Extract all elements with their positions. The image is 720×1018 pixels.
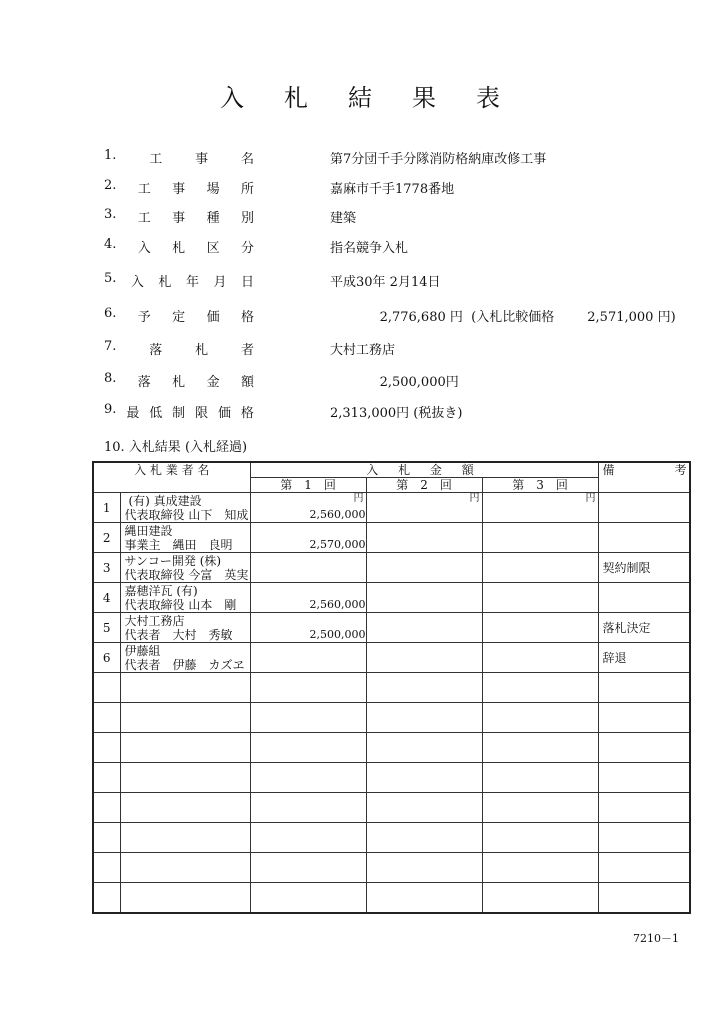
empty-cell [250,793,366,823]
header-round-2: 第 2 回 [366,478,482,493]
info-label-char: 落 [137,375,151,390]
empty-cell [366,703,482,733]
page-title: 入札結果表 [220,84,540,112]
bidder-name [120,613,250,643]
info-label [104,207,254,226]
amount-round-1 [250,493,366,523]
row-number: 3 [93,553,120,583]
empty-cell [482,853,598,883]
empty-cell [250,823,366,853]
amount-round-3 [482,643,598,673]
info-label-char: 9. [104,402,117,417]
info-label-char: 入 [130,275,144,290]
info-label-char: 名 [240,152,254,167]
empty-cell [482,703,598,733]
empty-cell [598,793,690,823]
empty-cell [120,703,250,733]
table-row [93,523,690,553]
bidder-name [120,583,250,613]
note: 契約制限 [598,553,690,583]
amount-value: 2,560,000 [309,598,366,611]
info-label-char: 5. [104,271,117,286]
empty-cell [598,673,690,703]
section-10-heading: 10. 入札結果 (入札経過) [104,440,248,455]
info-label [104,237,254,256]
row-number: 1 [93,493,120,523]
amount-round-2 [366,583,482,613]
amount-value: 2,500,000 [309,628,366,641]
row-number: 6 [93,643,120,673]
amount-round-2 [366,523,482,553]
info-label-char: 工 [137,211,151,226]
empty-cell [250,673,366,703]
empty-cell [366,673,482,703]
page-number: 7210－1 [633,932,679,945]
info-label-char: 工 [149,152,163,167]
info-label [104,178,254,197]
info-label-char: 事 [195,152,209,167]
info-label [104,148,254,167]
empty-cell [482,673,598,703]
table-row-empty [93,853,690,883]
table-row [93,613,690,643]
table-row-empty [93,733,690,763]
info-label-char: 札 [195,343,209,358]
amount-round-2 [366,493,482,523]
info-label-char: 落 [149,343,163,358]
table-row [93,583,690,613]
info-label-char: 格 [240,310,254,325]
header-note: 備 考 [598,462,690,493]
info-value: 平成30年 2月14日 [330,275,441,290]
info-label-char: 年 [185,275,199,290]
note [598,523,690,553]
empty-cell [120,733,250,763]
empty-cell [120,823,250,853]
info-label-char: 事 [172,182,186,197]
info-label-char: 価 [218,406,232,421]
empty-cell [598,853,690,883]
info-label [104,271,254,290]
empty-cell [93,883,120,913]
info-label-char: 別 [240,211,254,226]
yen-unit: 円 [353,493,364,504]
info-label-char: 札 [158,275,172,290]
amount-round-1 [250,523,366,553]
empty-cell [93,733,120,763]
table-row [93,643,690,673]
info-label-char: 札 [172,375,186,390]
note [598,493,690,523]
empty-cell [366,733,482,763]
amount-round-2 [366,643,482,673]
table-row [93,493,690,523]
representative: 代表者 大村 秀敏 [124,628,233,642]
info-value: 大村工務店 [330,343,396,358]
amount-round-3 [482,583,598,613]
bid-results-table [92,461,691,914]
empty-cell [366,793,482,823]
info-label-char: 3. [104,207,117,222]
info-label-char: 6. [104,306,117,321]
empty-cell [120,673,250,703]
empty-cell [120,883,250,913]
info-value: 2,776,680 円 (入札比較価格 2,571,000 円) [330,310,676,325]
representative: 事業主 縄田 良明 [124,538,233,552]
table-row-empty [93,793,690,823]
info-label-char: 制 [172,406,186,421]
info-label-char: 所 [240,182,254,197]
info-label-char: 種 [206,211,220,226]
empty-cell [482,733,598,763]
bidder-name [120,523,250,553]
info-value: 2,313,000円 (税抜き) [330,406,463,421]
amount-value: 2,570,000 [309,538,366,551]
empty-cell [93,703,120,733]
note: 辞退 [598,643,690,673]
info-label-char: 最 [126,406,140,421]
info-label-char: 7. [104,339,117,354]
company-name: 大村工務店 [124,614,185,628]
info-label-char: 定 [172,310,186,325]
info-label-char: 区 [206,241,220,256]
info-label [104,402,254,421]
empty-cell [366,823,482,853]
empty-cell [598,763,690,793]
bidder-name [120,553,250,583]
table-row-empty [93,673,690,703]
company-name: サンコー開発 (株) [124,554,222,568]
empty-cell [598,733,690,763]
amount-round-1 [250,583,366,613]
representative: 代表取締役 山下 知成 [124,508,249,522]
info-label [104,371,254,390]
header-round-3: 第 3 回 [482,478,598,493]
info-label-char: 予 [137,310,151,325]
empty-cell [250,703,366,733]
empty-cell [93,853,120,883]
table-row-empty [93,823,690,853]
amount-round-3 [482,493,598,523]
info-label-char: 入 [137,241,151,256]
amount-round-2 [366,553,482,583]
header-round-1: 第 1 回 [250,478,366,493]
note: 落札決定 [598,613,690,643]
empty-cell [250,733,366,763]
info-label-char: 額 [240,375,254,390]
info-label-char: 8. [104,371,117,386]
empty-cell [250,763,366,793]
header-amount: 入 札 金 額 [250,462,598,478]
yen-unit: 円 [585,493,596,504]
header-bidder: 入 札 業 者 名 [93,462,250,493]
info-label [104,339,254,358]
company-name: (有) 真成建設 [128,494,202,508]
amount-round-3 [482,553,598,583]
empty-cell [482,823,598,853]
info-label-char: 者 [240,343,254,358]
info-value: 2,500,000円 [330,375,459,390]
bidder-name [120,493,250,523]
table-row-empty [93,883,690,913]
info-label-char: 月 [213,275,227,290]
info-label-char: 金 [206,375,220,390]
amount-round-3 [482,523,598,553]
amount-value: 2,560,000 [309,508,366,521]
table-row-empty [93,703,690,733]
info-label-char: 格 [240,406,254,421]
row-number: 4 [93,583,120,613]
info-value: 建築 [330,211,357,226]
row-number: 5 [93,613,120,643]
info-label-char: 価 [206,310,220,325]
empty-cell [366,853,482,883]
info-label-char: 日 [240,275,254,290]
empty-cell [120,763,250,793]
info-label-char: 1. [104,148,117,163]
representative: 代表取締役 山本 剛 [124,598,237,612]
note [598,583,690,613]
empty-cell [598,823,690,853]
amount-round-2 [366,613,482,643]
table-row [93,553,690,583]
company-name: 伊藤組 [124,644,161,658]
info-label [104,306,254,325]
amount-round-1 [250,613,366,643]
info-value: 嘉麻市千手1778番地 [330,182,455,197]
info-label-char: 4. [104,237,117,252]
company-name: 縄田建設 [124,524,173,538]
info-label-char: 札 [172,241,186,256]
amount-round-1 [250,643,366,673]
company-name: 嘉穂洋瓦 (有) [124,584,198,598]
empty-cell [120,793,250,823]
empty-cell [598,703,690,733]
empty-cell [482,883,598,913]
empty-cell [93,793,120,823]
info-label-char: 低 [149,406,163,421]
row-number: 2 [93,523,120,553]
empty-cell [250,883,366,913]
empty-cell [93,673,120,703]
info-label-char: 場 [206,182,220,197]
yen-unit: 円 [469,493,480,504]
empty-cell [482,763,598,793]
empty-cell [93,823,120,853]
empty-cell [482,793,598,823]
empty-cell [120,853,250,883]
table-row-empty [93,763,690,793]
amount-round-1 [250,553,366,583]
info-label-char: 分 [240,241,254,256]
empty-cell [93,763,120,793]
info-value: 第7分団千手分隊消防格納庫改修工事 [330,152,547,167]
empty-cell [250,853,366,883]
representative: 代表取締役 今富 英実 [124,568,249,582]
empty-cell [366,883,482,913]
representative: 代表者 伊藤 カズヱ [124,658,245,672]
info-label-char: 工 [137,182,151,197]
amount-round-3 [482,613,598,643]
info-label-char: 2. [104,178,117,193]
info-value: 指名競争入札 [330,241,409,256]
empty-cell [598,883,690,913]
info-label-char: 事 [172,211,186,226]
info-label-char: 限 [195,406,209,421]
empty-cell [366,763,482,793]
bidder-name [120,643,250,673]
